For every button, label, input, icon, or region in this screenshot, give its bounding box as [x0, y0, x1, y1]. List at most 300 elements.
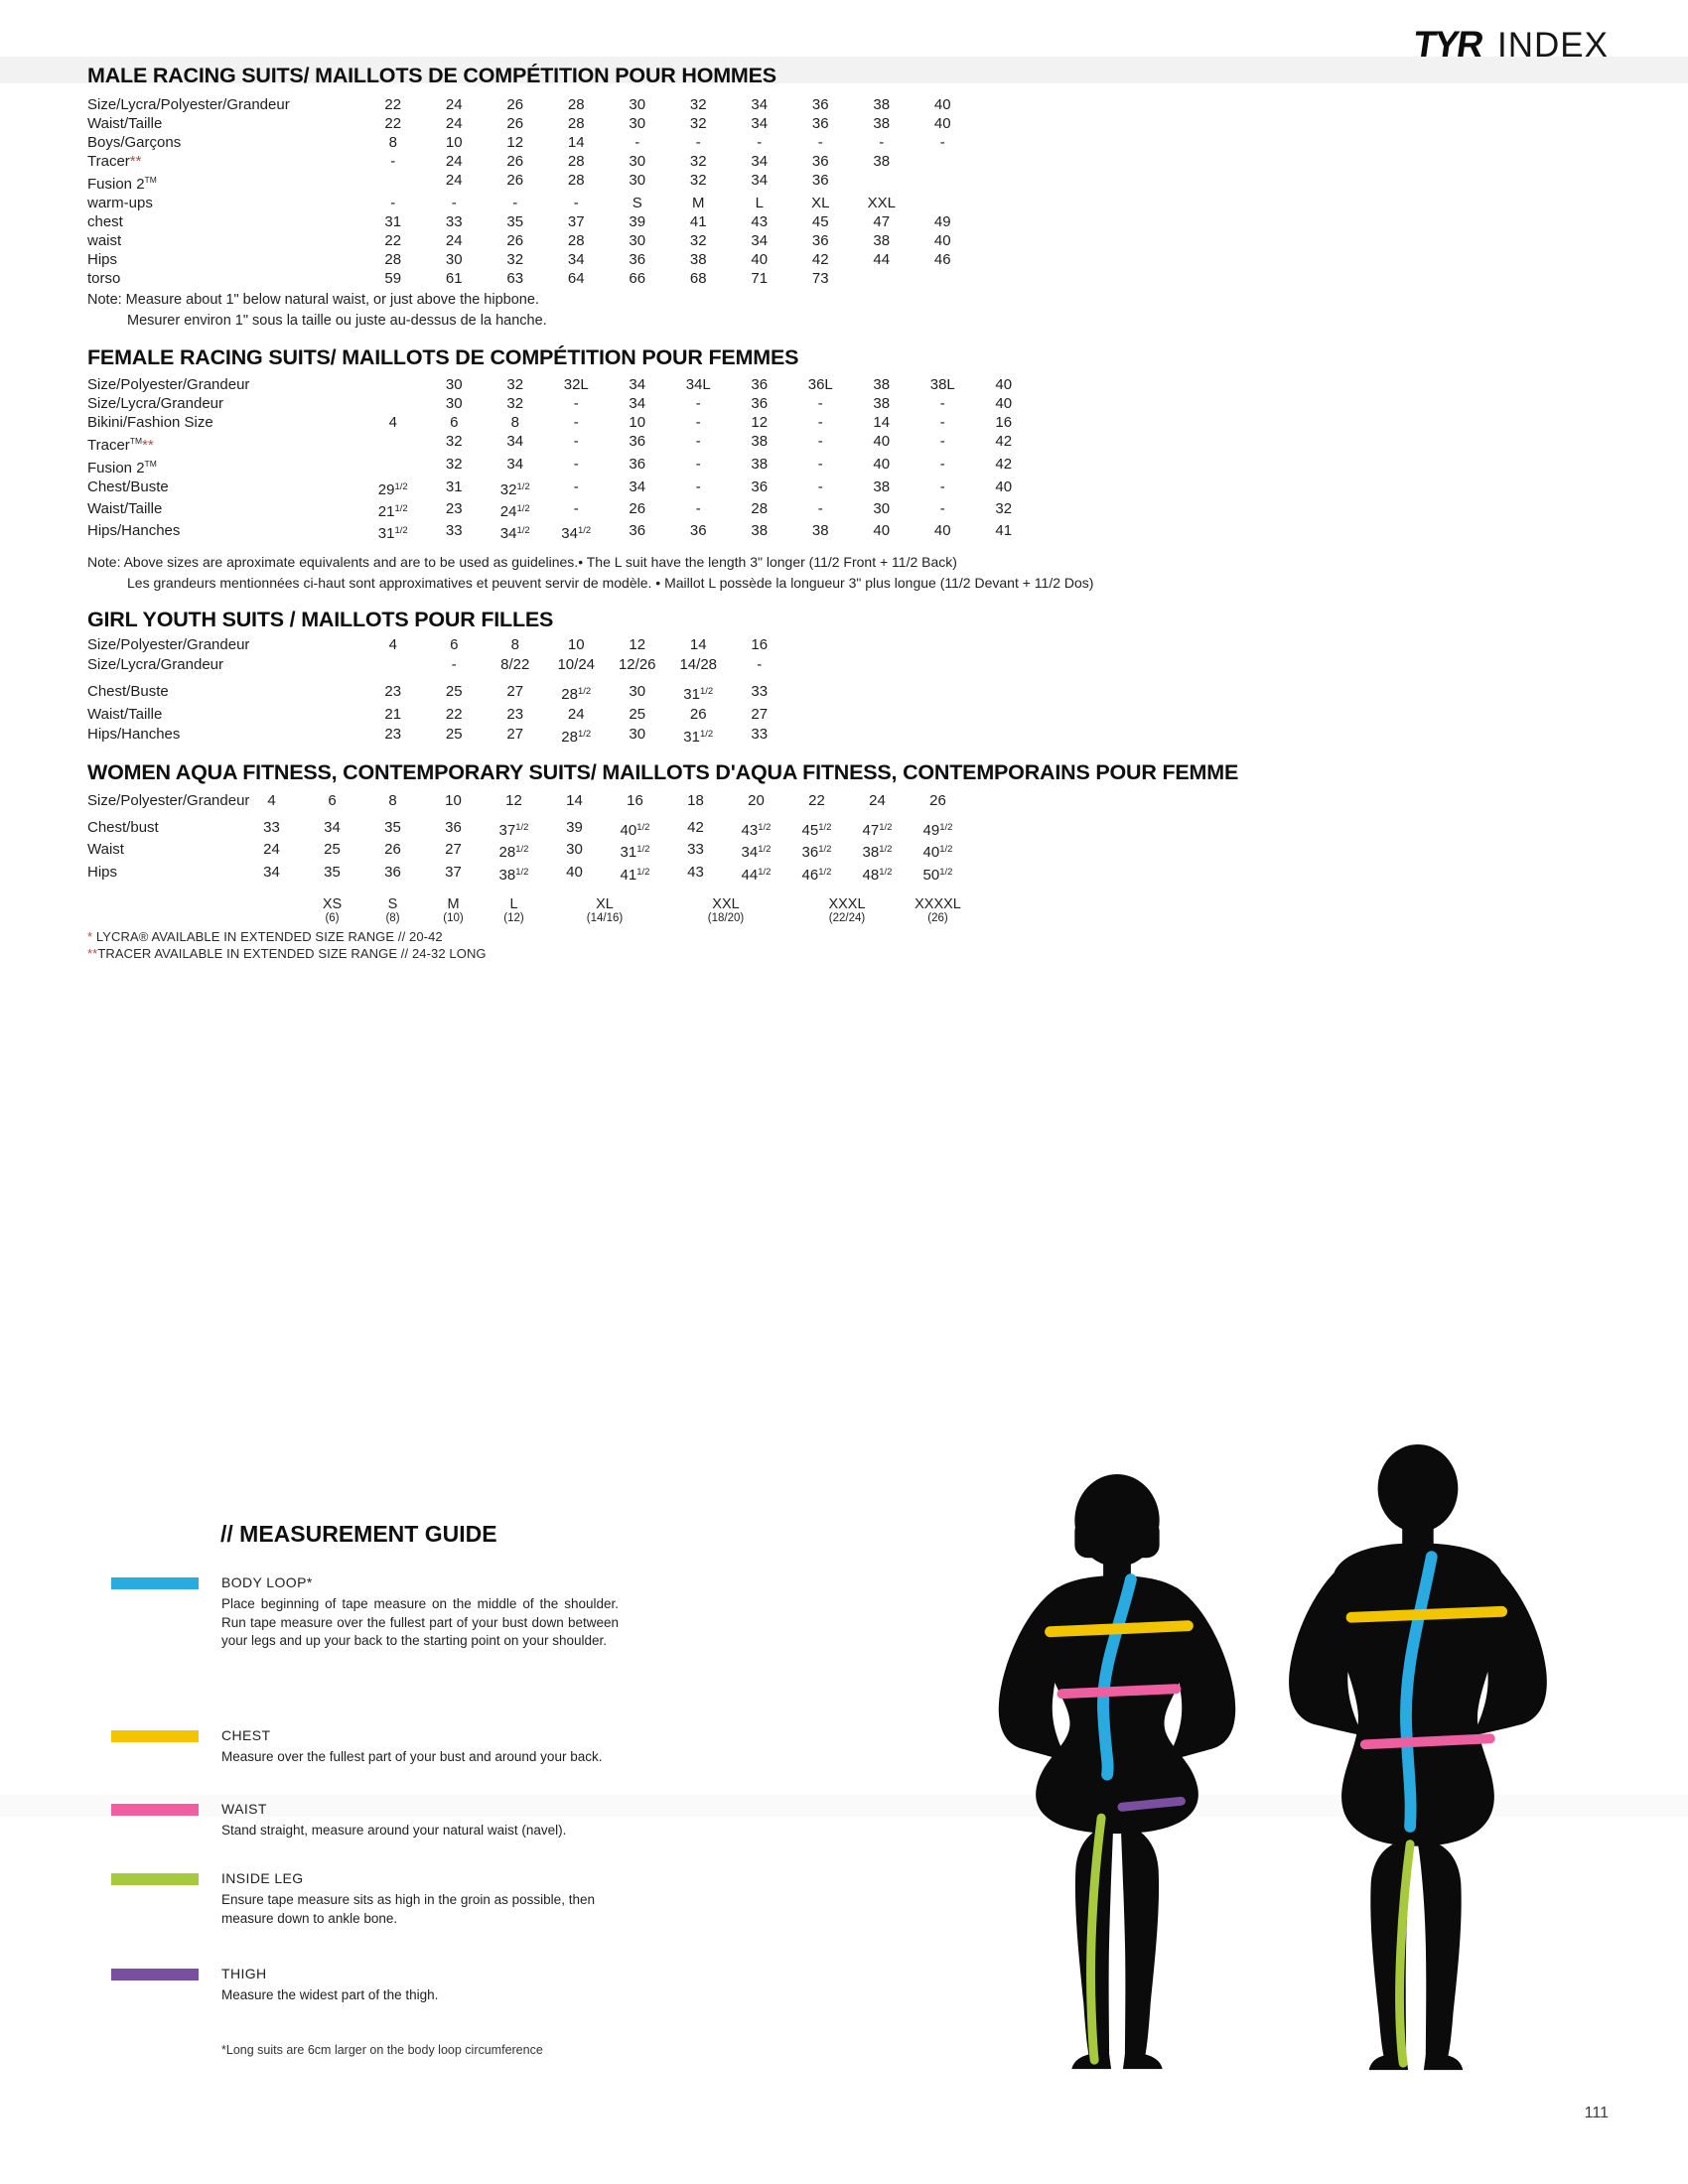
- guide-item-body-loop: [111, 1574, 667, 1651]
- size-cell: -: [634, 134, 640, 151]
- size-cell: 36: [445, 818, 462, 836]
- row-label: Size/Polyester/Grandeur: [87, 376, 250, 393]
- size-cell: $31^{1/2}$: [683, 686, 714, 703]
- waist-line: [1061, 1689, 1176, 1694]
- size-cell: 34: [506, 456, 524, 473]
- size-cell: 12/26: [618, 656, 656, 673]
- size-cell: 39: [566, 818, 583, 836]
- size-cell: -: [757, 656, 763, 673]
- size-cell: -: [817, 478, 823, 495]
- letter-size: XL (14/16): [586, 896, 624, 924]
- letter-size: XS (6): [322, 896, 343, 924]
- guide-footnote: *Long suits are 6cm larger on the body loop circumference: [221, 2043, 543, 2057]
- size-cell: 12: [506, 134, 524, 151]
- guide-item-name: BODY LOOP*: [221, 1574, 313, 1590]
- row-label: torso: [87, 270, 121, 287]
- size-cell: 27: [751, 706, 769, 723]
- size-cell: -: [573, 414, 579, 431]
- size-cell: 38: [873, 395, 891, 412]
- size-cell: 40: [995, 478, 1013, 495]
- size-cell: $48^{1/2}$: [862, 866, 893, 884]
- guide-item-thigh: [111, 1966, 667, 2005]
- size-cell: $49^{1/2}$: [922, 821, 953, 839]
- size-cell: 24: [445, 115, 463, 132]
- size-cell: 37: [567, 213, 585, 230]
- size-cell: 24: [445, 232, 463, 249]
- size-cell: 22: [384, 232, 402, 249]
- size-cell: $34^{1/2}$: [499, 525, 530, 542]
- size-cell: 32: [506, 395, 524, 412]
- note-line-en: Note: Above sizes are aproximate equivalents and are to be used as guidelines.• The L suit have the length 3" longer (11/2 Front + 11/2 Back): [87, 554, 957, 570]
- size-cell: 38: [751, 522, 769, 539]
- size-cell: [362, 171, 424, 194]
- size-cell: 36: [751, 478, 769, 495]
- size-cell: $29^{1/2}$: [377, 481, 408, 498]
- size-cell: -: [695, 500, 701, 517]
- size-cell: 34: [629, 478, 646, 495]
- letter-size: XXXXL (26): [914, 896, 961, 924]
- size-cell: 30: [629, 96, 646, 113]
- size-cell: -: [695, 414, 701, 431]
- size-cell: 6: [450, 414, 459, 431]
- size-cell: 40: [873, 522, 891, 539]
- size-cell: 32: [506, 251, 524, 268]
- size-cell: 63: [506, 270, 524, 287]
- size-cell: -: [939, 134, 945, 151]
- size-cell: [913, 194, 974, 212]
- size-cell: [362, 375, 424, 394]
- size-cell: 31: [384, 213, 402, 230]
- row-label: Waist/Taille: [87, 706, 163, 723]
- size-cell: -: [573, 433, 579, 450]
- size-cell: 49: [933, 213, 951, 230]
- size-cell: 68: [689, 270, 707, 287]
- size-cell: -: [817, 500, 823, 517]
- note-line-fr: Mesurer environ 1" sous la taille ou juste au-dessus de la hanche.: [127, 313, 547, 329]
- row-label: Hips: [87, 251, 118, 268]
- size-cell: 28: [384, 251, 402, 268]
- size-cell: 8/22: [500, 656, 530, 673]
- size-cell: 8: [388, 134, 397, 151]
- size-cell: $28^{1/2}$: [561, 686, 592, 703]
- size-cell: 30: [445, 376, 463, 393]
- size-cell: 30: [629, 683, 646, 700]
- size-cell: $28^{1/2}$: [561, 729, 592, 746]
- size-cell: 71: [751, 270, 769, 287]
- size-cell: 34: [751, 172, 769, 189]
- size-cell: 27: [506, 683, 524, 700]
- size-cell: S: [632, 195, 642, 211]
- size-cell: 36L: [807, 376, 833, 393]
- size-cell: 66: [629, 270, 646, 287]
- size-cell: 34: [629, 376, 646, 393]
- size-cell: $31^{1/2}$: [620, 844, 650, 861]
- size-cell: 26: [384, 841, 401, 858]
- size-cell: 6: [450, 636, 459, 653]
- size-cell: 34: [263, 863, 280, 881]
- size-cell: 38L: [929, 376, 955, 393]
- size-cell: -: [695, 433, 701, 450]
- size-cell: $24^{1/2}$: [499, 503, 530, 520]
- row-label: Fusion 2™: [87, 175, 157, 193]
- size-cell: 30: [445, 251, 463, 268]
- size-cell: 42: [811, 251, 829, 268]
- size-cell: 43: [687, 863, 704, 881]
- size-cell: XL: [811, 195, 830, 211]
- male-table-note: [87, 290, 547, 332]
- size-cell: 32: [689, 172, 707, 189]
- row-label: Fusion 2™: [87, 459, 157, 477]
- size-cell: 36: [629, 433, 646, 450]
- row-label: Tracer™**: [87, 436, 154, 454]
- size-cell: 36: [811, 96, 829, 113]
- size-cell: 22: [808, 792, 825, 809]
- size-cell: -: [695, 134, 701, 151]
- size-cell: 41: [995, 522, 1013, 539]
- size-cell: 24: [445, 153, 463, 170]
- size-cell: 40: [933, 232, 951, 249]
- size-cell: $34^{1/2}$: [741, 844, 772, 861]
- size-cell: 34: [751, 115, 769, 132]
- size-cell: -: [939, 478, 945, 495]
- size-cell: 28: [567, 115, 585, 132]
- size-cell: 40: [566, 863, 583, 881]
- size-cell: M: [692, 195, 705, 211]
- size-cell: 14/28: [679, 656, 718, 673]
- size-cell: -: [695, 478, 701, 495]
- waist-line: [1365, 1738, 1490, 1744]
- size-cell: [913, 269, 974, 288]
- size-cell: 4: [267, 792, 276, 809]
- size-cell: 25: [324, 841, 341, 858]
- size-cell: 21: [384, 706, 402, 723]
- size-cell: 33: [751, 726, 769, 743]
- guide-item-name: THIGH: [221, 1966, 267, 1981]
- size-cell: 32: [995, 500, 1013, 517]
- guide-item-chest: [111, 1727, 667, 1767]
- size-cell: 4: [388, 636, 397, 653]
- size-cell: 36: [811, 115, 829, 132]
- size-cell: 34L: [685, 376, 711, 393]
- chest-line: [1051, 1626, 1189, 1632]
- size-cell: 12: [629, 636, 646, 653]
- size-cell: 27: [445, 841, 462, 858]
- row-label: Hips/Hanches: [87, 522, 181, 539]
- size-cell: -: [573, 195, 579, 211]
- size-cell: 34: [751, 153, 769, 170]
- size-cell: 23: [506, 706, 524, 723]
- thigh-line: [1122, 1801, 1182, 1807]
- size-cell: -: [817, 134, 823, 151]
- size-cell: -: [573, 456, 579, 473]
- size-cell: 12: [751, 414, 769, 431]
- size-cell: 32: [689, 96, 707, 113]
- header-logo: [1411, 24, 1609, 66]
- size-cell: 24: [445, 96, 463, 113]
- guide-item-text: Place beginning of tape measure on the middle of the shoulder. Run tape measure over the fullest part of your bust down between your legs and up your back to the starting point on your shoulder.: [221, 1596, 619, 1648]
- size-cell: 31: [445, 478, 463, 495]
- guide-item-text: Measure over the fullest part of your bust and around your back.: [221, 1749, 603, 1764]
- size-cell: $31^{1/2}$: [377, 525, 408, 542]
- size-cell: 40: [933, 115, 951, 132]
- guide-item-waist: [111, 1801, 667, 1841]
- size-cell: 40: [873, 433, 891, 450]
- size-cell: 26: [929, 792, 946, 809]
- letter-size: XXXL (22/24): [828, 896, 866, 924]
- size-cell: 30: [629, 153, 646, 170]
- size-cell: -: [939, 414, 945, 431]
- thigh-color-bar: [111, 1969, 199, 1980]
- row-label: Chest/bust: [87, 818, 159, 836]
- size-cell: 24: [263, 841, 280, 858]
- size-cell: 36: [751, 395, 769, 412]
- waist-color-bar: [111, 1804, 199, 1816]
- size-cell: $37^{1/2}$: [498, 821, 529, 839]
- row-label: Bikini/Fashion Size: [87, 414, 213, 431]
- index-label: INDEX: [1497, 26, 1609, 65]
- male-table-title: MALE RACING SUITS/ MAILLOTS DE COMPÉTITION POUR HOMMES: [87, 64, 776, 87]
- size-cell: 40: [873, 456, 891, 473]
- size-cell: 42: [995, 433, 1013, 450]
- row-label: Size/Polyester/Grandeur: [87, 792, 250, 809]
- size-cell: 38: [811, 522, 829, 539]
- size-cell: 25: [629, 706, 646, 723]
- row-label: warm-ups: [87, 195, 153, 211]
- chest-color-bar: [111, 1730, 199, 1742]
- size-cell: 28: [567, 96, 585, 113]
- size-cell: 35: [324, 863, 341, 881]
- size-cell: 22: [384, 115, 402, 132]
- size-cell: 10: [629, 414, 646, 431]
- size-cell: $50^{1/2}$: [922, 866, 953, 884]
- size-cell: [362, 455, 424, 478]
- size-cell: 39: [629, 213, 646, 230]
- size-cell: 23: [384, 683, 402, 700]
- size-cell: 32: [689, 232, 707, 249]
- size-cell: 40: [933, 522, 951, 539]
- size-cell: -: [939, 500, 945, 517]
- size-cell: 38: [751, 456, 769, 473]
- note-line-fr: Les grandeurs mentionnées ci-haut sont approximatives et peuvent servir de modèle. • Maillot L possède la longueur 3" plus longue (11/2 Devant + 11/2 Dos): [127, 575, 1094, 591]
- size-cell: 36: [384, 863, 401, 881]
- size-cell: 34: [506, 433, 524, 450]
- size-cell: [851, 269, 913, 288]
- size-cell: 43: [751, 213, 769, 230]
- letter-size: S (8): [385, 896, 400, 924]
- chest-line: [1351, 1611, 1502, 1617]
- size-cell: 33: [445, 213, 463, 230]
- size-cell: L: [755, 195, 764, 211]
- size-cell: 20: [748, 792, 765, 809]
- size-cell: 38: [873, 232, 891, 249]
- female-silhouette: [968, 1471, 1266, 2082]
- row-label: Hips: [87, 863, 118, 881]
- page-number: 111: [1584, 2105, 1609, 2121]
- size-cell: [362, 655, 424, 675]
- size-cell: 27: [506, 726, 524, 743]
- size-cell: 14: [567, 134, 585, 151]
- size-cell: 64: [567, 270, 585, 287]
- size-cell: 10: [445, 134, 463, 151]
- size-cell: $44^{1/2}$: [741, 866, 772, 884]
- tracer-footnote: **TRACER AVAILABLE IN EXTENDED SIZE RANGE // 24-32 LONG: [87, 945, 487, 961]
- girl-size-table: [87, 635, 790, 748]
- size-cell: -: [573, 478, 579, 495]
- lycra-footnote: * LYCRA® AVAILABLE IN EXTENDED SIZE RANGE // 20-42: [87, 929, 443, 944]
- size-cell: -: [512, 195, 518, 211]
- size-cell: 30: [629, 115, 646, 132]
- size-cell: 36: [751, 376, 769, 393]
- size-cell: 34: [567, 251, 585, 268]
- size-cell: -: [451, 195, 457, 211]
- size-cell: 32: [689, 115, 707, 132]
- size-cell: 61: [445, 270, 463, 287]
- size-cell: 30: [629, 232, 646, 249]
- size-cell: 28: [567, 172, 585, 189]
- tyr-logo: TYR: [1411, 24, 1484, 65]
- letter-size: L (12): [503, 896, 524, 924]
- guide-item-name: CHEST: [221, 1727, 271, 1743]
- size-cell: $38^{1/2}$: [862, 844, 893, 861]
- size-cell: 35: [506, 213, 524, 230]
- size-cell: 38: [873, 478, 891, 495]
- size-cell: 10: [445, 792, 462, 809]
- size-cell: 42: [687, 818, 704, 836]
- size-footnotes: [87, 929, 487, 962]
- size-cell: XXL: [867, 195, 896, 211]
- size-cell: 26: [629, 500, 646, 517]
- size-cell: $45^{1/2}$: [801, 821, 832, 839]
- letter-size: M (10): [443, 896, 464, 924]
- size-cell: $40^{1/2}$: [620, 821, 650, 839]
- size-cell: 38: [873, 96, 891, 113]
- size-cell: -: [573, 395, 579, 412]
- female-size-table: [87, 375, 1035, 543]
- male-silhouette: [1261, 1441, 1569, 2077]
- size-cell: -: [939, 433, 945, 450]
- guide-item-text: Measure the widest part of the thigh.: [221, 1987, 439, 2002]
- size-cell: 22: [384, 96, 402, 113]
- row-label: Size/Lycra/Polyester/Grandeur: [87, 96, 290, 113]
- male-size-table: [87, 95, 973, 288]
- size-cell: 6: [328, 792, 337, 809]
- size-cell: 38: [873, 115, 891, 132]
- guide-item-text: Stand straight, measure around your natural waist (navel).: [221, 1823, 567, 1838]
- size-cell: 10/24: [557, 656, 596, 673]
- size-cell: 36: [629, 456, 646, 473]
- size-cell: 40: [995, 395, 1013, 412]
- size-cell: -: [817, 456, 823, 473]
- measurement-guide-title: // MEASUREMENT GUIDE: [220, 1521, 497, 1547]
- size-cell: 4: [388, 414, 397, 431]
- size-cell: 45: [811, 213, 829, 230]
- row-label: Waist: [87, 841, 124, 858]
- size-cell: 24: [567, 706, 585, 723]
- size-cell: 33: [445, 522, 463, 539]
- size-cell: 38: [873, 376, 891, 393]
- size-cell: 30: [445, 395, 463, 412]
- size-cell: 26: [506, 96, 524, 113]
- size-cell: 36: [629, 522, 646, 539]
- size-cell: [851, 171, 913, 194]
- size-cell: 32: [506, 376, 524, 393]
- size-cell: 47: [873, 213, 891, 230]
- row-label: Size/Lycra/Grandeur: [87, 395, 224, 412]
- size-cell: $41^{1/2}$: [620, 866, 650, 884]
- row-label: Size/Polyester/Grandeur: [87, 636, 250, 653]
- girl-table-title: GIRL YOUTH SUITS / MAILLOTS POUR FILLES: [87, 608, 554, 631]
- size-cell: 8: [510, 414, 519, 431]
- size-cell: 36: [689, 522, 707, 539]
- row-label: chest: [87, 213, 123, 230]
- size-cell: -: [451, 656, 457, 673]
- size-cell: 33: [751, 683, 769, 700]
- size-cell: 26: [689, 706, 707, 723]
- size-cell: 33: [263, 818, 280, 836]
- size-cell: 37: [445, 863, 462, 881]
- size-cell: 32: [689, 153, 707, 170]
- note-line-en: Note: Measure about 1" below natural waist, or just above the hipbone.: [87, 292, 539, 308]
- size-cell: 28: [751, 500, 769, 517]
- guide-item-text: Ensure tape measure sits as high in the groin as possible, then measure down to ankle bone.: [221, 1892, 595, 1926]
- size-cell: 38: [689, 251, 707, 268]
- size-cell: [913, 171, 974, 194]
- size-cell: 25: [445, 683, 463, 700]
- size-cell: 73: [811, 270, 829, 287]
- size-cell: 44: [873, 251, 891, 268]
- size-cell: $32^{1/2}$: [499, 481, 530, 498]
- size-cell: 40: [933, 96, 951, 113]
- size-cell: 22: [445, 706, 463, 723]
- women-table-title: WOMEN AQUA FITNESS, CONTEMPORARY SUITS/ MAILLOTS D'AQUA FITNESS, CONTEMPORAINS POUR FEMME: [87, 760, 1239, 784]
- size-cell: 28: [567, 153, 585, 170]
- row-label: Hips/Hanches: [87, 726, 181, 743]
- size-cell: $34^{1/2}$: [561, 525, 592, 542]
- size-cell: $38^{1/2}$: [498, 866, 529, 884]
- size-cell: -: [817, 414, 823, 431]
- size-cell: 41: [689, 213, 707, 230]
- size-cell: 32: [445, 433, 463, 450]
- size-cell: -: [879, 134, 885, 151]
- size-cell: 26: [506, 153, 524, 170]
- size-cell: $36^{1/2}$: [801, 844, 832, 861]
- row-label: Chest/Buste: [87, 683, 169, 700]
- size-cell: 38: [873, 153, 891, 170]
- size-cell: -: [390, 153, 396, 170]
- size-cell: 16: [751, 636, 769, 653]
- size-cell: [362, 394, 424, 413]
- size-cell: 34: [751, 232, 769, 249]
- guide-item-inside-leg: [111, 1870, 667, 1928]
- size-cell: 28: [567, 232, 585, 249]
- size-cell: 18: [687, 792, 704, 809]
- women-size-table: [87, 791, 968, 925]
- size-cell: 34: [629, 395, 646, 412]
- size-cell: $47^{1/2}$: [862, 821, 893, 839]
- size-cell: 59: [384, 270, 402, 287]
- size-cell: $43^{1/2}$: [741, 821, 772, 839]
- size-cell: 8: [388, 792, 397, 809]
- size-cell: 34: [751, 96, 769, 113]
- size-cell: 24: [445, 172, 463, 189]
- size-cell: 24: [869, 792, 886, 809]
- size-cell: 32L: [563, 376, 589, 393]
- size-cell: 40: [995, 376, 1013, 393]
- size-cell: 14: [689, 636, 707, 653]
- size-cell: 36: [811, 232, 829, 249]
- size-cell: 46: [933, 251, 951, 268]
- size-cell: 8: [510, 636, 519, 653]
